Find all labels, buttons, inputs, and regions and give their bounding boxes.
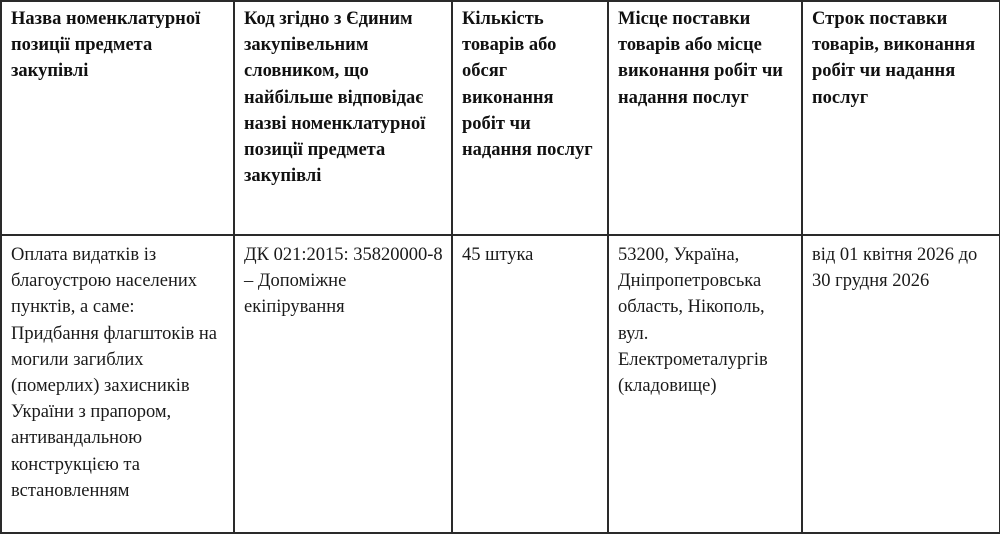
table-header-row	[1, 1, 1000, 235]
delivery-place-text: 53200, Україна, Дніпропетровська область, Нікополь, вул. Електрометалургів (кладовище)	[618, 245, 768, 397]
header-cpv-code-label: Код згідно з Єдиним закупівельним словником, що найбільше відповідає назві номенклатурної позиції предмета закупівлі	[244, 9, 426, 187]
item-name-text: Оплата видатків із благоустрою населених пунктів, а саме: Придбання флагштоків на могили загиблих (померлих) захисників України з прапором, антивандальною конструкцією та встановленням	[11, 245, 217, 501]
cell-delivery-term	[802, 235, 1000, 533]
delivery-term-text: від 01 квітня 2026 до 30 грудня 2026	[812, 245, 978, 292]
cpv-code-text: ДК 021:2015: 35820000-8 – Допоміжне екіпірування	[244, 245, 443, 318]
cell-item-name	[1, 235, 234, 533]
header-delivery-term-label: Строк поставки товарів, виконання робіт чи надання послуг	[812, 9, 976, 108]
header-delivery-place-label: Місце поставки товарів або місце виконання робіт чи надання послуг	[618, 9, 783, 108]
header-quantity-label: Кількість товарів або обсяг виконання робіт чи надання послуг	[462, 9, 593, 161]
quantity-text: 45 штука	[462, 245, 534, 265]
header-cpv-code	[234, 1, 452, 235]
table-row	[1, 235, 1000, 533]
header-delivery-place	[608, 1, 802, 235]
cell-quantity	[452, 235, 608, 533]
header-delivery-term	[802, 1, 1000, 235]
header-quantity	[452, 1, 608, 235]
header-item-name	[1, 1, 234, 235]
cell-cpv-code	[234, 235, 452, 533]
header-item-name-label: Назва номенклатурної позиції предмета закупівлі	[11, 9, 201, 82]
cell-delivery-place	[608, 235, 802, 533]
